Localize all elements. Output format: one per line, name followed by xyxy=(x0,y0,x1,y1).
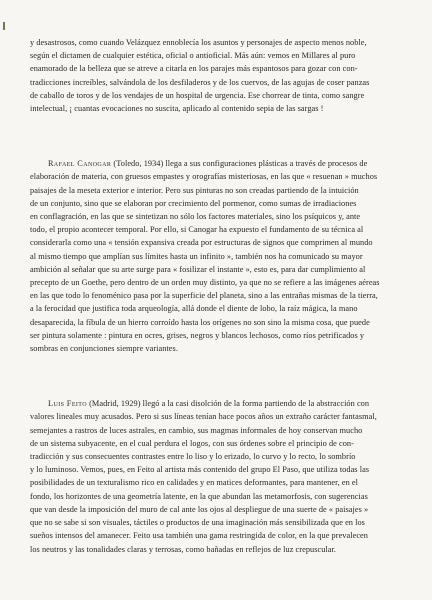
paragraph-millares xyxy=(30,36,402,115)
first-line-text: (Madrid, 1929) llegó a la casi disolción de la forma partiendo de la abstracción con xyxy=(86,399,370,409)
text-line: considerarla como una « tensión expansiva creada por estructuras de signos que comprimen al mundo xyxy=(30,238,373,248)
text-line: enamorado de la belleza que se atreve a citarla en los parajes más espantosos para gozar con con- xyxy=(30,64,358,74)
text-line: que van desde la imposición del muro de cal ante los ojos al despliegue de una suerte de « paisajes » xyxy=(30,504,369,514)
first-line xyxy=(30,397,402,410)
text-line: y desastrosos, como cuando Velázquez ennoblecía los asuntos y personajes de aspecto menos noble, xyxy=(30,38,367,47)
text-line: semejantes a rastros de luces astrales, en cambio, sus magmas informales de hoy conservan mucho xyxy=(30,425,363,435)
text-line: posibilidades de un texturalismo rico en calidades y en matices deformantes, para mantener, en el xyxy=(30,478,358,488)
text-line: de un sistema subyacente, en el cual perdura el logos, con sus órdenes sobre el principio de con- xyxy=(30,438,354,448)
text-line: elaboración de materia, con gruesos empastes y orografías misteriosas, en las que « resuenan » muchos xyxy=(30,172,378,182)
text-line: fondo, los horizontes de una geometría latente, en la que abundan las metamorfosis, con sugerencias xyxy=(30,491,368,501)
text-line: intelectual, ¡ cuantas evocaciones no suscita, aplicado al contenido sepia de las sargas ! xyxy=(30,104,324,114)
text-line: ambición al señalar que su arte surge para « fosilizar el instante », esto es, para dar cumplimiento al xyxy=(30,264,366,274)
text-line: tradicción y sus consecuentes contrastes entre lo liso y lo erizado, lo curvo y lo recto, lo sombrío xyxy=(30,452,356,462)
text-line: y lo luminoso. Vemos, pues, en Feito al artista más contenido del grupo El Paso, que utiliza todas las xyxy=(30,465,370,475)
text-line: sombras en conjunciones siempre variantes. xyxy=(30,344,178,354)
text-line: sueños intensos del amanecer. Feito usa también una gama restringida de color, en la que prevalecen xyxy=(30,531,368,541)
text-line: de caballo de toros y de los vendajes de un hospital de urgencia. Ese chorrear de tinta, como sangre xyxy=(30,90,365,100)
text-line: todo, el propio acontecer temporal. Por ello, si Canogar ha expuesto el fundamento de su técnica al xyxy=(30,225,364,235)
author-name: Luis Feito xyxy=(48,399,87,409)
text-line: valores lineales muy acusados. Pero si sus líneas tenían hace pocos años un extraño carácter fantasmal, xyxy=(30,412,377,422)
paragraph-canogar xyxy=(30,157,402,355)
document-page xyxy=(30,36,402,556)
text-line: ser pintura solamente : pintura en ocres, grises, negros y blancos lechosos, como ríos petrificados y xyxy=(30,330,365,340)
text-line: paisajes de la meseta exterior e interior. Pero sus pinturas no son creadas partiendo de la intuición xyxy=(30,185,359,195)
first-line-text: (Toledo, 1934) llega a sus configuraciones plásticas a través de procesos de xyxy=(111,159,368,169)
text-line: según el dictamen de cualquier estética, oficial o antioficial. Más aún: vemos en Millares al puro xyxy=(30,51,356,61)
text-line: a la ferocidad que justifica toda arqueología, allá donde el diente de lobo, la raíz mágica, la mano xyxy=(30,304,358,314)
text-line: desaparecida, la fíbula de un hierro corroído hasta los orígenes no son sino la misma cosa, que puede xyxy=(30,317,370,327)
text-line: los neutros y las tonalidades claras y terrosas, como bañadas en reflejos de luz crepuscular. xyxy=(30,544,336,554)
text-line: en conflagración, en las que se sintetizan no sólo los factores materiales, sino los psíquicos y, ante xyxy=(30,212,361,222)
author-name: Rafael Canogar xyxy=(48,159,112,169)
page-edge-mark xyxy=(3,22,5,30)
text-line: que no se sabe si son visuales, táctiles o productos de una imaginación más sensibilizada que en los xyxy=(30,518,365,528)
text-line: en las que todo lo fenoménico pasa por la superficie del planeta, sino a las entrañas mismas de la tierra, xyxy=(30,291,378,301)
text-line: precepto de un Goethe, pero dentro de un orden muy distinto, ya que no se refiere a las imágenes aéreas xyxy=(30,278,380,288)
text-line: de un conjunto, sino que se elaboran por crecimiento del pormenor, como sumas de irradiaciones xyxy=(30,198,357,208)
text-line: al mismo tiempo que amplían sus límites hasta un infinito », también nos ha comunicado su mayor xyxy=(30,251,363,261)
first-line xyxy=(30,157,402,170)
paragraph-feito xyxy=(30,397,402,555)
text-line: tradicciones increíbles, salvándola de los desfiladeros y de los cuervos, de las agujas de coser panzas xyxy=(30,77,370,87)
